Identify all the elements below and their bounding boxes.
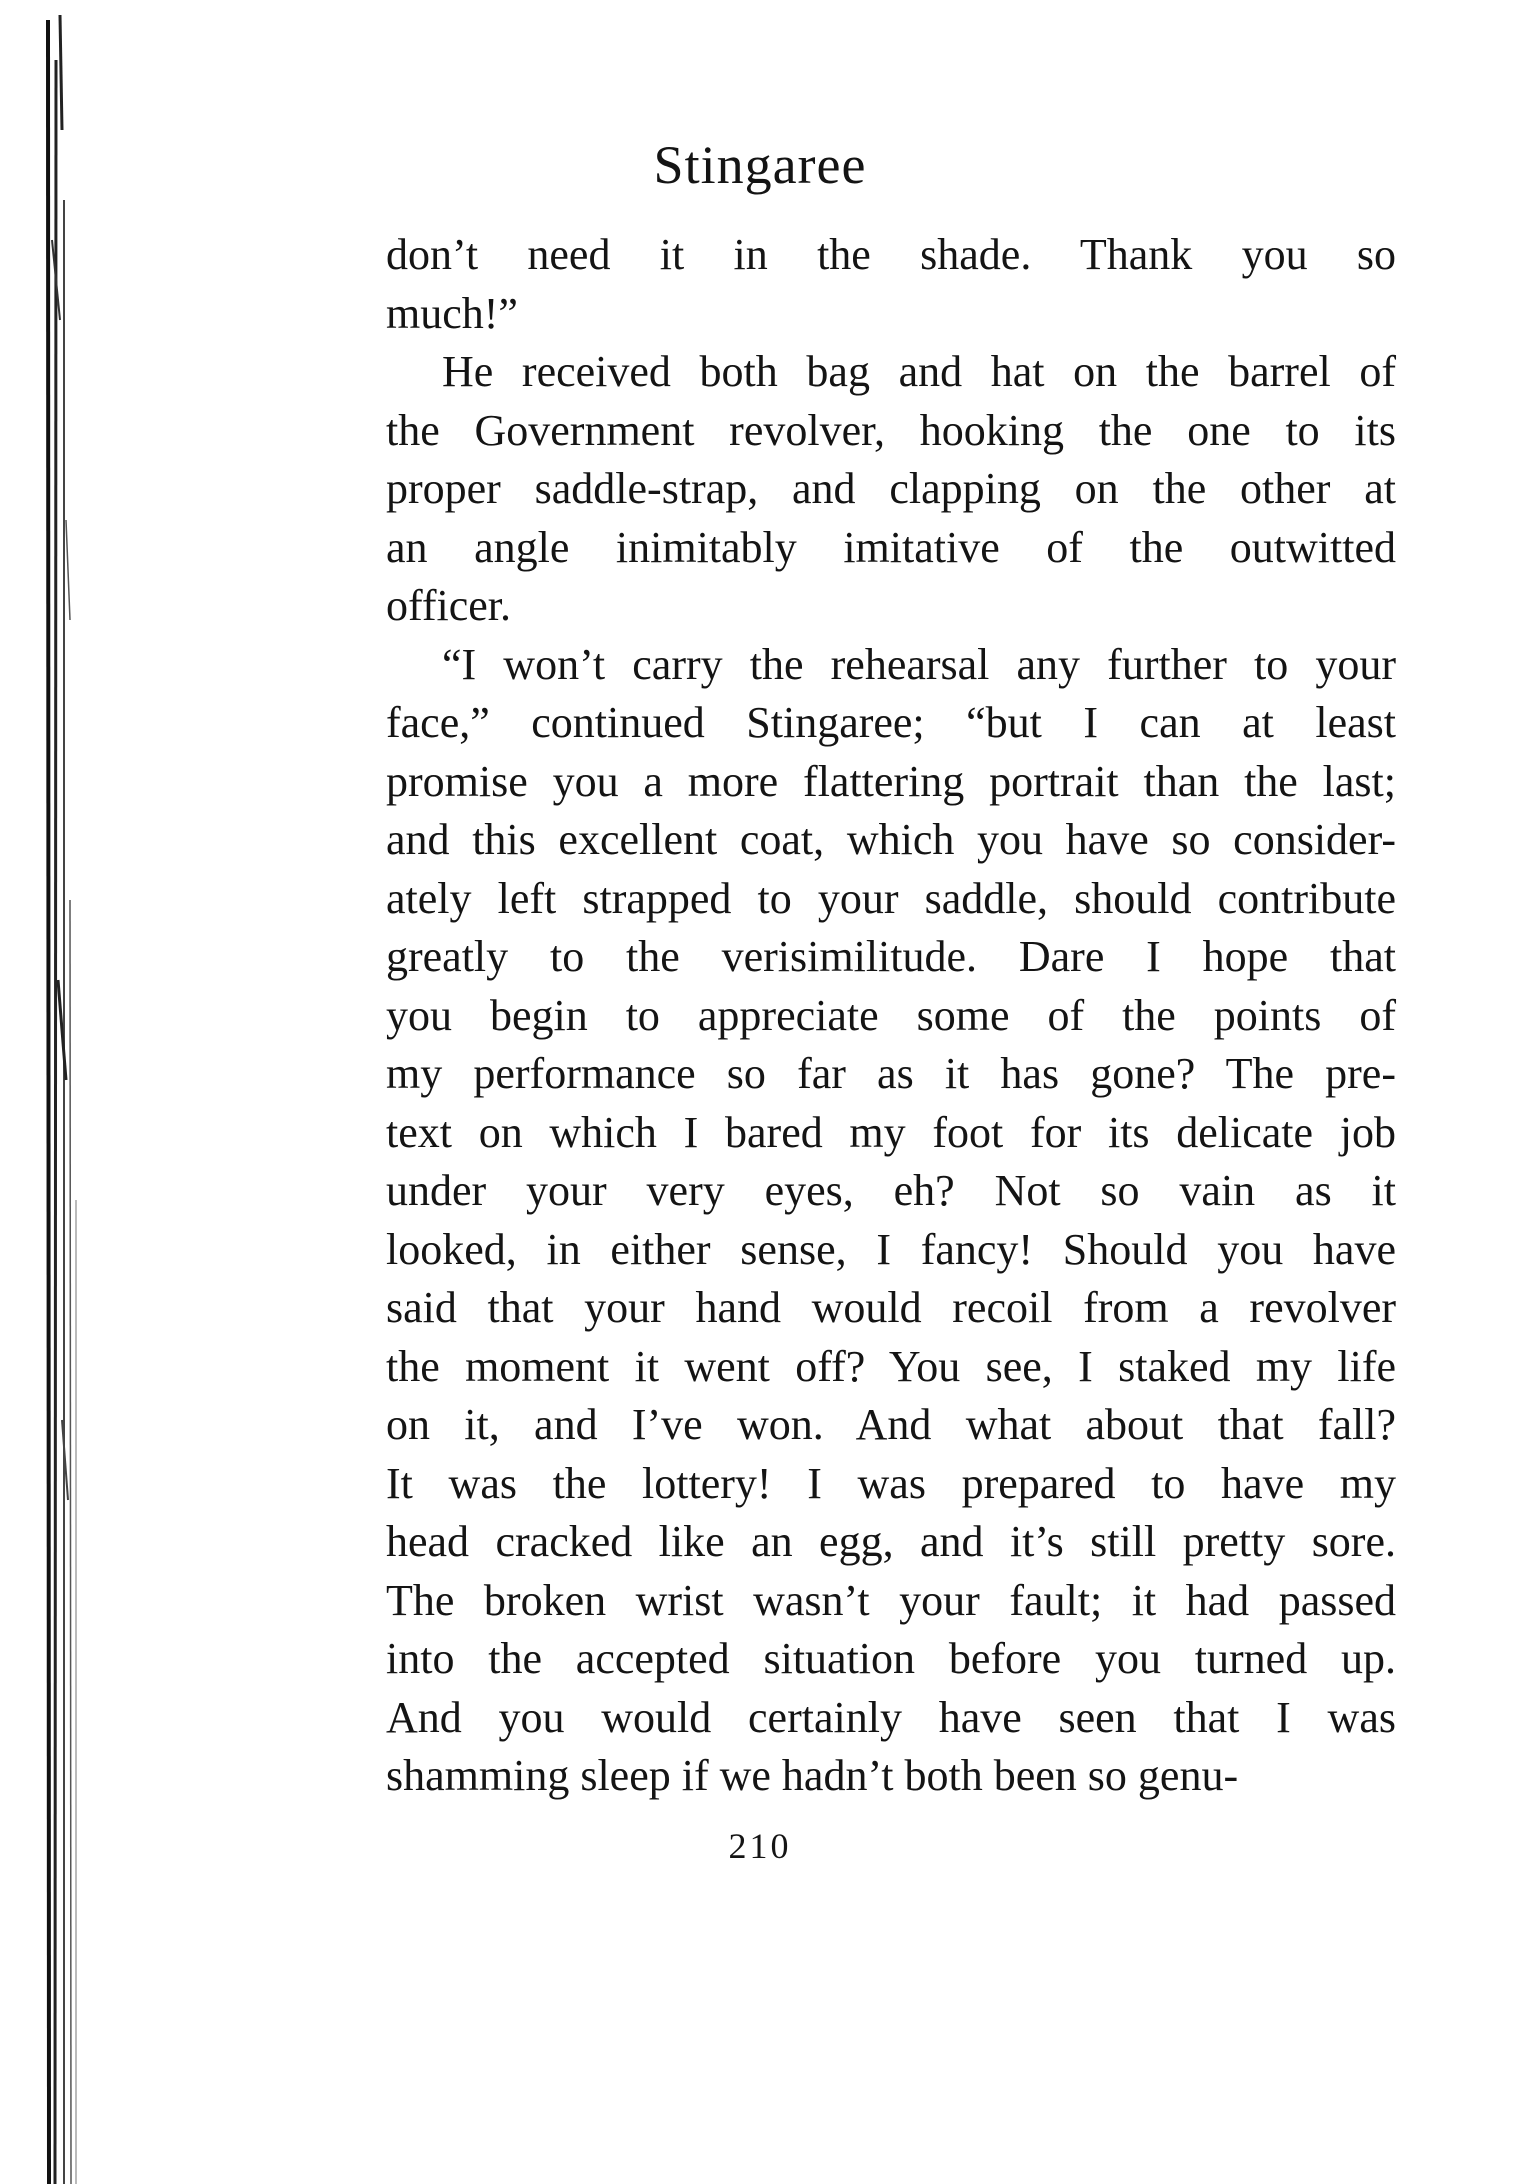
text-line: greatly to the verisimilitude. Dare I hope that bbox=[386, 932, 1396, 981]
text-line: on it, and I’ve won. And what about that fall? bbox=[386, 1400, 1396, 1449]
text-line: text on which I bared my foot for its delicate job bbox=[386, 1107, 1396, 1157]
body-text bbox=[386, 226, 1396, 1806]
text-line: don’t need it in the shade. Thank you so bbox=[386, 230, 1396, 279]
text-line: the Government revolver, hooking the one to its bbox=[386, 405, 1396, 455]
text-line: you begin to appreciate some of the points of bbox=[386, 990, 1396, 1040]
running-head: Stingaree bbox=[653, 135, 867, 195]
text-line: and this excellent coat, which you have so consider- bbox=[386, 815, 1396, 864]
text-line: proper saddle-strap, and clapping on the other at bbox=[386, 464, 1396, 513]
page-number: 210 bbox=[728, 1826, 792, 1866]
text-line: into the accepted situation before you turned up. bbox=[386, 1634, 1396, 1683]
paragraph bbox=[386, 636, 1396, 1806]
text-line: He received both bag and hat on the barrel of bbox=[442, 347, 1396, 396]
text-line: face,” continued Stingaree; “but I can at least bbox=[386, 698, 1396, 747]
text-line: “I won’t carry the rehearsal any further to your bbox=[442, 639, 1396, 689]
text-line: much!” bbox=[386, 288, 518, 338]
text-line: promise you a more flattering portrait than the last; bbox=[386, 756, 1396, 806]
text-line: shamming sleep if we hadn’t both been so genu- bbox=[386, 1751, 1239, 1800]
text-line: under your very eyes, eh? Not so vain as it bbox=[386, 1166, 1396, 1215]
text-line: my performance so far as it has gone? The pre- bbox=[386, 1049, 1396, 1098]
text-line: ately left strapped to your saddle, should contribute bbox=[386, 873, 1396, 923]
text-line: looked, in either sense, I fancy! Should you have bbox=[386, 1224, 1396, 1274]
text-line: And you would certainly have seen that I was bbox=[386, 1692, 1396, 1742]
text-line: officer. bbox=[386, 581, 512, 630]
text-line: an angle inimitably imitative of the outwitted bbox=[386, 522, 1396, 572]
text-line: said that your hand would recoil from a revolver bbox=[386, 1283, 1396, 1332]
text-line: The broken wrist wasn’t your fault; it had passed bbox=[386, 1575, 1396, 1625]
text-line: head cracked like an egg, and it’s still pretty sore. bbox=[386, 1517, 1396, 1566]
text-line: the moment it went off? You see, I staked my life bbox=[386, 1341, 1396, 1391]
text-line: It was the lottery! I was prepared to have my bbox=[386, 1458, 1396, 1508]
paragraph bbox=[386, 343, 1396, 636]
paragraph bbox=[386, 226, 1396, 343]
